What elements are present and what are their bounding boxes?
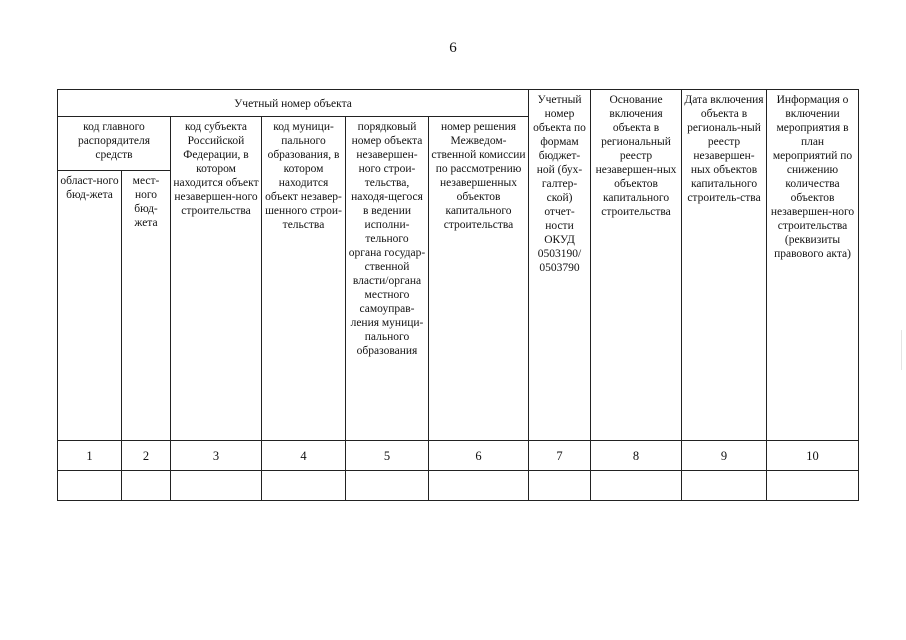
header-serial-number: порядковый номер объекта незавершен-ного строи-тельства, находя-щегося в ведении исполни-тельного органа государ-ственной власти/органа местного самоуправ-ления муници-пального образования [346,117,429,441]
column-number: 7 [529,441,591,471]
header-inclusion-basis: Основание включения объекта в региональный реестр незавершен-ных объектов капитального строительства [591,90,682,441]
header-budget-account-number: Учетный номер объекта по формам бюджет-ной (бух-галтер-ской) отчет-ности ОКУД 0503190/ 0503790 [529,90,591,441]
header-local-budget: мест-ного бюд-жета [122,171,171,441]
header-municipal-code: код муници-пального образования, в котором находится объект незавер-шенного строи-тельства [262,117,346,441]
header-main-manager-code: код главного распорядителя средств [58,117,171,171]
header-inclusion-date: Дата включения объекта в региональ-ный реестр незавершен-ных объектов капитального строитель-ства [682,90,767,441]
column-number: 1 [58,441,122,471]
column-number-row [58,441,859,471]
empty-cell [529,471,591,501]
column-number: 2 [122,441,171,471]
empty-cell [591,471,682,501]
header-regional-budget: област-ного бюд-жета [58,171,122,441]
scan-artifact [901,330,902,370]
empty-cell [682,471,767,501]
header-commission-decision: номер решения Межведом-ственной комиссии по рассмотрению незавершенных объектов капитального строительства [429,117,529,441]
empty-cell [346,471,429,501]
header-account-number: Учетный номер объекта [58,90,529,117]
column-number: 10 [767,441,859,471]
empty-cell [262,471,346,501]
column-number: 8 [591,441,682,471]
empty-data-row [58,471,859,501]
column-number: 5 [346,441,429,471]
column-number: 3 [171,441,262,471]
object-register-table [57,89,859,501]
column-number: 6 [429,441,529,471]
header-plan-inclusion-info: Информация о включении мероприятия в план мероприятий по снижению количества объектов незавершен-ного строительства (реквизиты правового акта) [767,90,859,441]
empty-cell [429,471,529,501]
column-number: 9 [682,441,767,471]
page-number: 6 [449,40,457,56]
empty-cell [767,471,859,501]
column-number: 4 [262,441,346,471]
empty-cell [171,471,262,501]
empty-cell [58,471,122,501]
header-subject-code: код субъекта Российской Федерации, в котором находится объект незавершен-ного строительства [171,117,262,441]
empty-cell [122,471,171,501]
